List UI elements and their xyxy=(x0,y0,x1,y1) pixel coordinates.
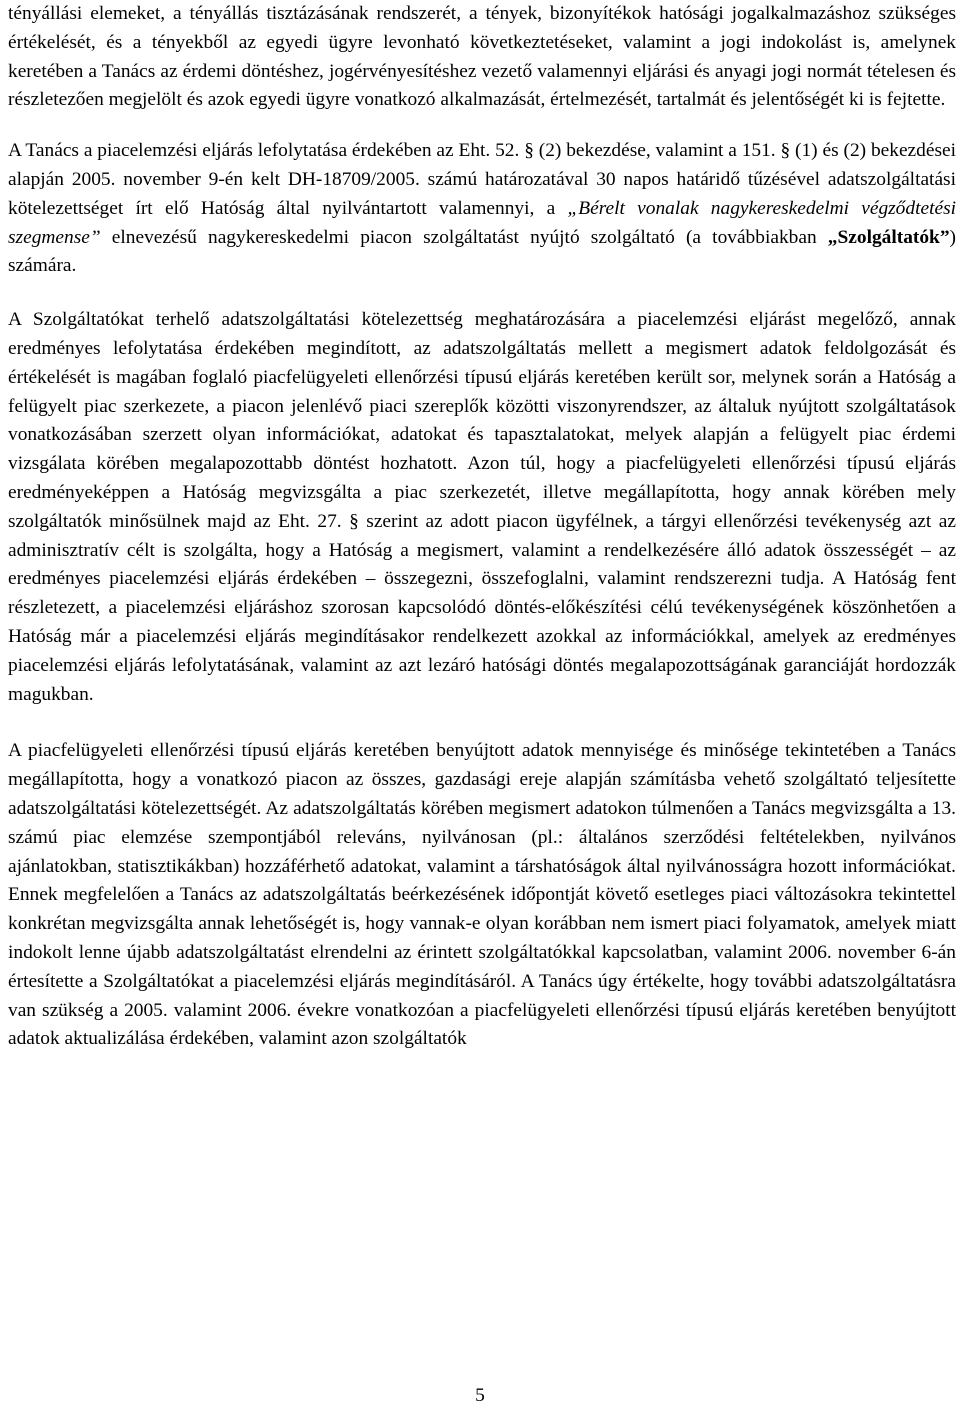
paragraph-1: tényállási elemeket, a tényállás tisztázásának rendszerét, a tények, bizonyítékok hatósági jogalkalmazáshoz szükséges értékelését, és a tényekből az egyedi ügyre levonható következtetéseket, valamint a jogi indokolást is, amelynek keretében a Tanács az érdemi döntéshez, jogérvényesítéshez vezető valamennyi eljárási és anyagi jogi normát tételesen és részletezően megjelölt és azok egyedi ügyre vonatkozó alkalmazását, értelmezését, tartalmát és jelentőségét ki is fejtette. xyxy=(8,3,956,111)
providers-term-bold: „Szolgáltatók” xyxy=(827,226,950,248)
paragraph-2-text-middle: elnevezésű nagykereskedelmi piacon szolgáltatást nyújtó szolgáltató (a továbbiakban xyxy=(100,226,828,248)
paragraph-3: A Szolgáltatókat terhelő adatszolgáltatási kötelezettség meghatározására a piacelemzési eljárást megelőző, annak eredményes lefolytatása érdekében megindított, az adatszolgáltatás mellett a megismert adatok feldolgozását és értékelését is magában foglaló piacfelügyeleti ellenőrzési típusú eljárás keretében került sor, melynek során a Hatóság a felügyelt piac szerkezete, a piacon jelenlévő piaci szereplők közötti viszonyrendszer, az általuk nyújtott szolgáltatások vonatkozásában szerzett olyan információkat, adatokat és tapasztalatokat, melyek alapján a felügyelt piac érdemi vizsgálata körében megalapozottabb döntést hozhatott. Azon túl, hogy a piacfelügyeleti ellenőrzési típusú eljárás eredményeképpen a Hatóság megvizsgálta a piac szerkezetét, illetve megállapította, hogy annak körében mely szolgáltatók minősülnek majd az Eht. 27. § szerint az adott piacon ügyfélnek, a tárgyi ellenőrzési tevékenység azt az adminisztratív célt is szolgálta, hogy a Hatóság a megismert, valamint a rendelkezésére álló adatok összességét – az eredményes piacelemzési eljárás érdekében – összegezni, összefoglalni, valamint rendszerezni tudja. A Hatóság fent részletezett, a piacelemzési eljáráshoz szorosan kapcsolódó döntés-előkészítési célú tevékenységének köszönhetően a Hatóság már a piacelemzési eljárás megindításakor rendelkezett azokkal az információkkal, amelyek az eredményes piacelemzési eljárás lefolytatásának, valamint az azt lezáró hatósági döntés megalapozottságának garanciáját hordozzák magukban. xyxy=(8,309,956,705)
paragraph-2-text-after: ) számára. xyxy=(8,226,956,277)
paragraph-2-text-before: A Tanács a piacelemzési eljárás lefolytatása érdekében az Eht. 52. § (2) bekezdése, valamint a 151. § (1) és (2) bekezdései alapján 2005. november 9-én kelt DH-18709/2005. számú határozatával 30 napos határidő tűzésével adatszolgáltatási kötelezettséget írt elő Hatóság által nyilvántartott valamennyi, a xyxy=(8,140,956,219)
document-page xyxy=(8,0,956,1054)
page-number: 5 xyxy=(475,1385,485,1406)
paragraph-2 xyxy=(8,137,956,281)
paragraph-4: A piacfelügyeleti ellenőrzési típusú eljárás keretében benyújtott adatok mennyisége és minősége tekintetében a Tanács megállapította, hogy a vonatkozó piacon az összes, gazdasági ereje alapján számításba vehető szolgáltató teljesítette adatszolgáltatási kötelezettségét. Az adatszolgáltatás körében megismert adatokon túlmenően a Tanács megvizsgálta a 13. számú piac elemzése szempontjából releváns, nyilvánosan (pl.: általános szerződési feltételekben, nyilvános ajánlatokban, statisztikákban) hozzáférhető adatokat, valamint a társhatóságok által nyilvánosságra hozott információkat. Ennek megfelelően a Tanács az adatszolgáltatás beérkezésének időpontját követő esetleges piaci változásokra tekintettel konkrétan megvizsgálta annak lehetőségét is, hogy vannak-e olyan korábban nem ismert piaci folyamatok, amelyek miatt indokolt lenne újabb adatszolgáltatást elrendelni az érintett szolgáltatókkal kapcsolatban, valamint 2006. november 6-án értesítette a Szolgáltatókat a piacelemzési eljárás megindításáról. A Tanács úgy értékelte, hogy további adatszolgáltatásra van szükség a 2005. valamint 2006. évekre vonatkozóan a piacfelügyeleti ellenőrzési típusú eljárás keretében benyújtott adatok aktualizálása érdekében, valamint azon szolgáltatók xyxy=(8,740,956,1050)
market-name-italic: „Bérelt vonalak nagykereskedelmi végződtetési szegmense” xyxy=(8,197,956,248)
